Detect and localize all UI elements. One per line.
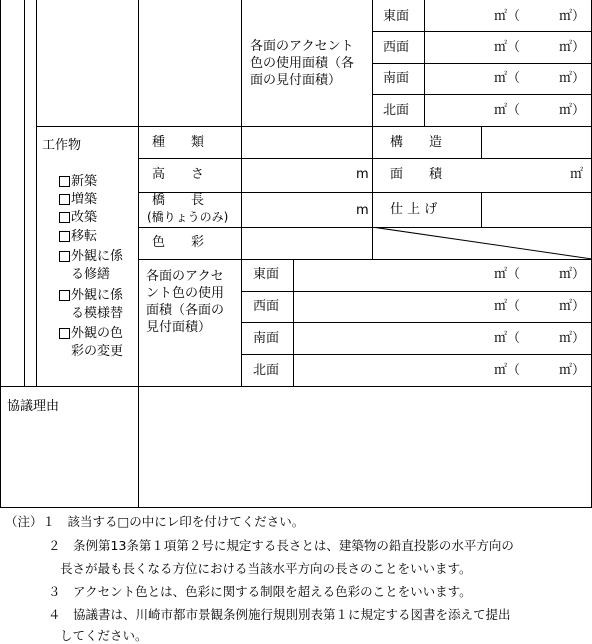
lower-unit-west: ㎡（ ㎡） [494, 299, 586, 314]
option-label-relocation: 移転 [71, 229, 98, 244]
height-unit: m [356, 167, 369, 182]
option-label-new: 新築 [71, 174, 98, 189]
accent-label-3: 面積（各面の [146, 303, 225, 318]
note-3: ３ アクセント色とは、色彩に関する制限を超える色彩のことをいいます。 [48, 584, 472, 599]
table-border [241, 126, 242, 386]
lower-unit-south: ㎡（ ㎡） [494, 331, 586, 346]
lower-unit-north: ㎡（ ㎡） [494, 363, 586, 378]
table-border [138, 192, 592, 193]
table-border [0, 386, 592, 387]
table-border [0, 507, 592, 508]
upper-accent-label-2: 色の使用面積（各 [250, 56, 355, 71]
height-label: 高 さ [152, 167, 205, 182]
note-2-cont: 長さが最も長くなる方位における当該水平方向の長さのことをいいます。 [60, 561, 472, 576]
color-label: 色 彩 [152, 235, 205, 250]
option-checkbox-repair[interactable] [59, 251, 70, 262]
option-label-remodel-1: 外観に係 [71, 288, 124, 303]
upper-accent-label-1: 各面のアクセント [250, 39, 354, 54]
reason-field[interactable] [140, 388, 590, 506]
note-4: ４ 協議書は、川崎市都市景観条例施行規則別表第１に規定する図書を添えて提出 [48, 607, 511, 622]
option-checkbox-new[interactable] [59, 176, 70, 187]
structure-title: 工作物 [42, 138, 82, 153]
accent-label-4: 見付面積） [146, 320, 212, 335]
accent-label-1: 各面のアクセ [146, 269, 224, 284]
option-label-extension: 増築 [71, 192, 98, 207]
upper-dir-east: 東面 [383, 9, 410, 24]
table-border [372, 94, 592, 95]
option-label-color-change-1: 外観の色 [71, 326, 124, 341]
table-border [36, 0, 37, 386]
area-unit: ㎡ [570, 167, 584, 182]
table-border [481, 192, 482, 227]
bridge-length-label: 橋 長 [152, 193, 205, 208]
table-border [138, 158, 592, 159]
upper-dir-south: 南面 [383, 71, 410, 86]
diagonal-line [372, 227, 592, 260]
reason-label: 協議理由 [7, 399, 60, 414]
table-border [293, 259, 294, 386]
table-border [241, 0, 242, 126]
upper-accent-label-3: 面の見付面積） [250, 73, 342, 88]
note-2: ２ 条例第13条第１項第２号に規定する長さとは、建築物の鉛直投影の水平方向の [48, 538, 514, 553]
option-checkbox-color-change[interactable] [59, 328, 70, 339]
option-checkbox-rebuild[interactable] [59, 212, 70, 223]
table-border [24, 0, 25, 386]
upper-unit-south: ㎡（ ㎡） [494, 71, 586, 86]
note-4-cont: してください。 [60, 628, 148, 643]
option-label-color-change-2: 彩の変更 [71, 344, 124, 359]
lower-dir-north: 北面 [253, 363, 280, 378]
option-checkbox-remodel[interactable] [59, 290, 70, 301]
note-intro: （注）１ 該当する□の中にレ印を付けてください。 [5, 514, 305, 529]
bridge-length-sub: (橋りょうのみ) [147, 210, 229, 224]
lower-dir-east: 東面 [253, 267, 280, 282]
lower-dir-west: 西面 [253, 299, 280, 314]
option-label-repair-1: 外観に係 [71, 249, 124, 264]
option-label-repair-2: る修繕 [71, 267, 111, 282]
table-border [0, 0, 1, 508]
table-border [36, 126, 592, 127]
accent-label-2: ント色の使用 [146, 286, 225, 301]
lower-dir-south: 南面 [253, 331, 280, 346]
finish-label: 仕 上 げ [390, 202, 438, 217]
structure-label: 構 造 [390, 135, 443, 150]
upper-dir-west: 西面 [383, 40, 410, 55]
bridge-unit: m [356, 203, 369, 218]
kind-label: 種 類 [152, 135, 205, 150]
upper-dir-north: 北面 [383, 103, 410, 118]
upper-unit-west: ㎡（ ㎡） [494, 40, 586, 55]
table-border [372, 31, 592, 32]
upper-unit-east: ㎡（ ㎡） [494, 9, 586, 24]
upper-unit-north: ㎡（ ㎡） [494, 103, 586, 118]
table-border [481, 126, 482, 158]
option-checkbox-relocation[interactable] [59, 231, 70, 242]
option-label-remodel-2: る模様替 [71, 306, 124, 321]
lower-unit-east: ㎡（ ㎡） [494, 267, 586, 282]
option-checkbox-extension[interactable] [59, 194, 70, 205]
option-label-rebuild: 改築 [71, 210, 98, 225]
area-label: 面 積 [390, 167, 443, 182]
table-border [372, 63, 592, 64]
table-border [138, 0, 139, 508]
